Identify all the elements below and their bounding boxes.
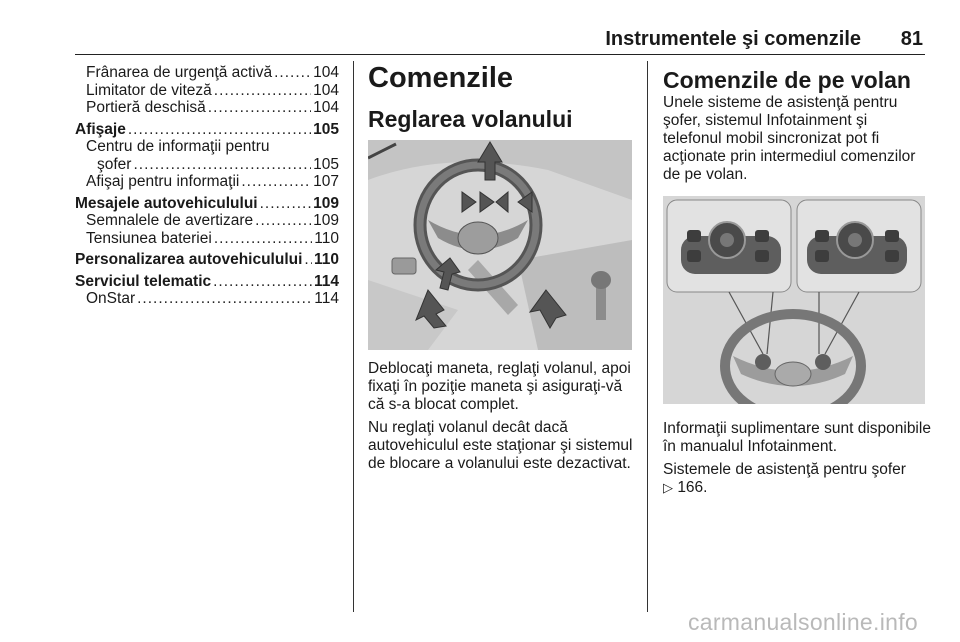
page-reference-link[interactable]: 166.	[677, 479, 708, 496]
toc-section-label: Afişaje	[75, 120, 126, 138]
toc-leader	[214, 230, 312, 248]
middle-body-text	[368, 360, 636, 478]
toc-entry-page: 114	[314, 290, 339, 307]
toc-entry-label: OnStar	[86, 290, 136, 307]
reference-text: Sistemele de asistenţă pentru şofer	[663, 461, 906, 478]
steering-wheel-adjust-figure	[368, 140, 632, 350]
header-divider	[75, 54, 925, 55]
toc-section-label: Serviciul telematic	[75, 272, 212, 290]
toc-leader	[260, 195, 312, 213]
section-heading: Comenzile de pe volan	[663, 67, 911, 93]
toc-section-page: 110	[313, 251, 339, 268]
toc-entry[interactable]	[75, 156, 339, 174]
toc-section-page: 114	[313, 272, 339, 290]
right-body-text	[663, 420, 931, 502]
toc-entry-label: Semnalele de avertizare	[86, 212, 254, 229]
page-title: Instrumentele şi comenzile	[605, 28, 861, 50]
column-divider-left	[353, 61, 354, 612]
toc-entry-page: 104	[313, 64, 339, 81]
toc-leader	[137, 290, 312, 308]
subsection-heading: Reglarea volanului	[368, 106, 573, 132]
toc-entry[interactable]	[75, 230, 339, 248]
toc-section[interactable]	[75, 121, 339, 139]
toc-leader	[128, 121, 311, 139]
toc-entry-page: 107	[313, 173, 339, 190]
infotainment-paragraph: Informaţii suplimentare sunt disponibile în manualul Infotainment.	[663, 420, 931, 455]
steering-controls-illustration	[663, 196, 925, 404]
toc-entry[interactable]	[75, 173, 339, 191]
toc-entry-page: 104	[313, 99, 339, 116]
steering-adjustment-illustration	[368, 140, 632, 350]
toc-entry[interactable]	[75, 64, 339, 82]
toc-leader	[274, 64, 311, 82]
instruction-paragraph: Deblocaţi maneta, reglaţi volanul, apoi fixaţi în poziţie maneta şi asiguraţi-vă că s-a blocat complet.	[368, 360, 631, 413]
toc-entry-label: Limitator de viteză	[86, 81, 212, 99]
toc-leader	[208, 99, 311, 117]
page-number: 81	[900, 28, 923, 50]
toc-entry-page: 110	[314, 229, 339, 247]
toc-leader	[213, 273, 312, 291]
toc-section-page: 105	[313, 120, 339, 138]
toc-entry-label: Portieră deschisă	[86, 99, 206, 116]
table-of-contents	[75, 64, 339, 308]
reference-paragraph	[663, 461, 931, 497]
toc-section-label: Mesajele autovehiculului	[75, 194, 258, 212]
right-column	[663, 66, 928, 189]
toc-leader	[255, 212, 311, 230]
toc-section-page: 109	[313, 194, 339, 212]
toc-leader	[133, 156, 311, 174]
toc-leader	[241, 173, 311, 191]
toc-leader	[214, 82, 311, 100]
watermark: carmanualsonline.info	[687, 609, 918, 635]
toc-section[interactable]	[75, 251, 339, 269]
toc-entry[interactable]	[75, 99, 339, 117]
toc-entry[interactable]	[75, 212, 339, 230]
section-heading: Comenzile	[368, 62, 514, 94]
intro-paragraph: Unele sisteme de asistenţă pentru şofer, sistemul Infotainment şi telefonul mobil sincronizat pot fi acţionate prin intermediul comenzilor de pe volan.	[663, 94, 916, 183]
toc-entry-label: Tensiunea bateriei	[86, 229, 212, 247]
toc-entry-page: 109	[313, 212, 339, 229]
steering-wheel-controls-figure	[663, 196, 925, 404]
toc-section-label: Personalizarea autovehiculului	[75, 251, 303, 268]
toc-entry-label: Frânarea de urgenţă activă	[86, 64, 273, 81]
column-divider-right	[647, 61, 648, 612]
middle-column	[368, 60, 632, 134]
page-reference-arrow-icon: ▷	[663, 480, 673, 495]
toc-entry-page: 105	[313, 155, 339, 173]
toc-entry-page: 104	[313, 81, 339, 99]
toc-section[interactable]	[75, 273, 339, 291]
toc-entry[interactable]	[75, 82, 339, 100]
toc-section[interactable]	[75, 195, 339, 213]
warning-paragraph: Nu reglaţi volanul decât dacă autovehiculul este staţionar şi sistemul de blocare a volanului este dezactivat.	[368, 419, 633, 472]
toc-entry[interactable]	[75, 290, 339, 308]
toc-entry-line[interactable]: Centru de informaţii pentru	[86, 138, 270, 155]
toc-leader	[304, 251, 312, 269]
toc-entry-label: şofer	[97, 155, 132, 173]
page-header	[75, 28, 925, 52]
toc-entry-label: Afişaj pentru informaţii	[86, 173, 240, 190]
